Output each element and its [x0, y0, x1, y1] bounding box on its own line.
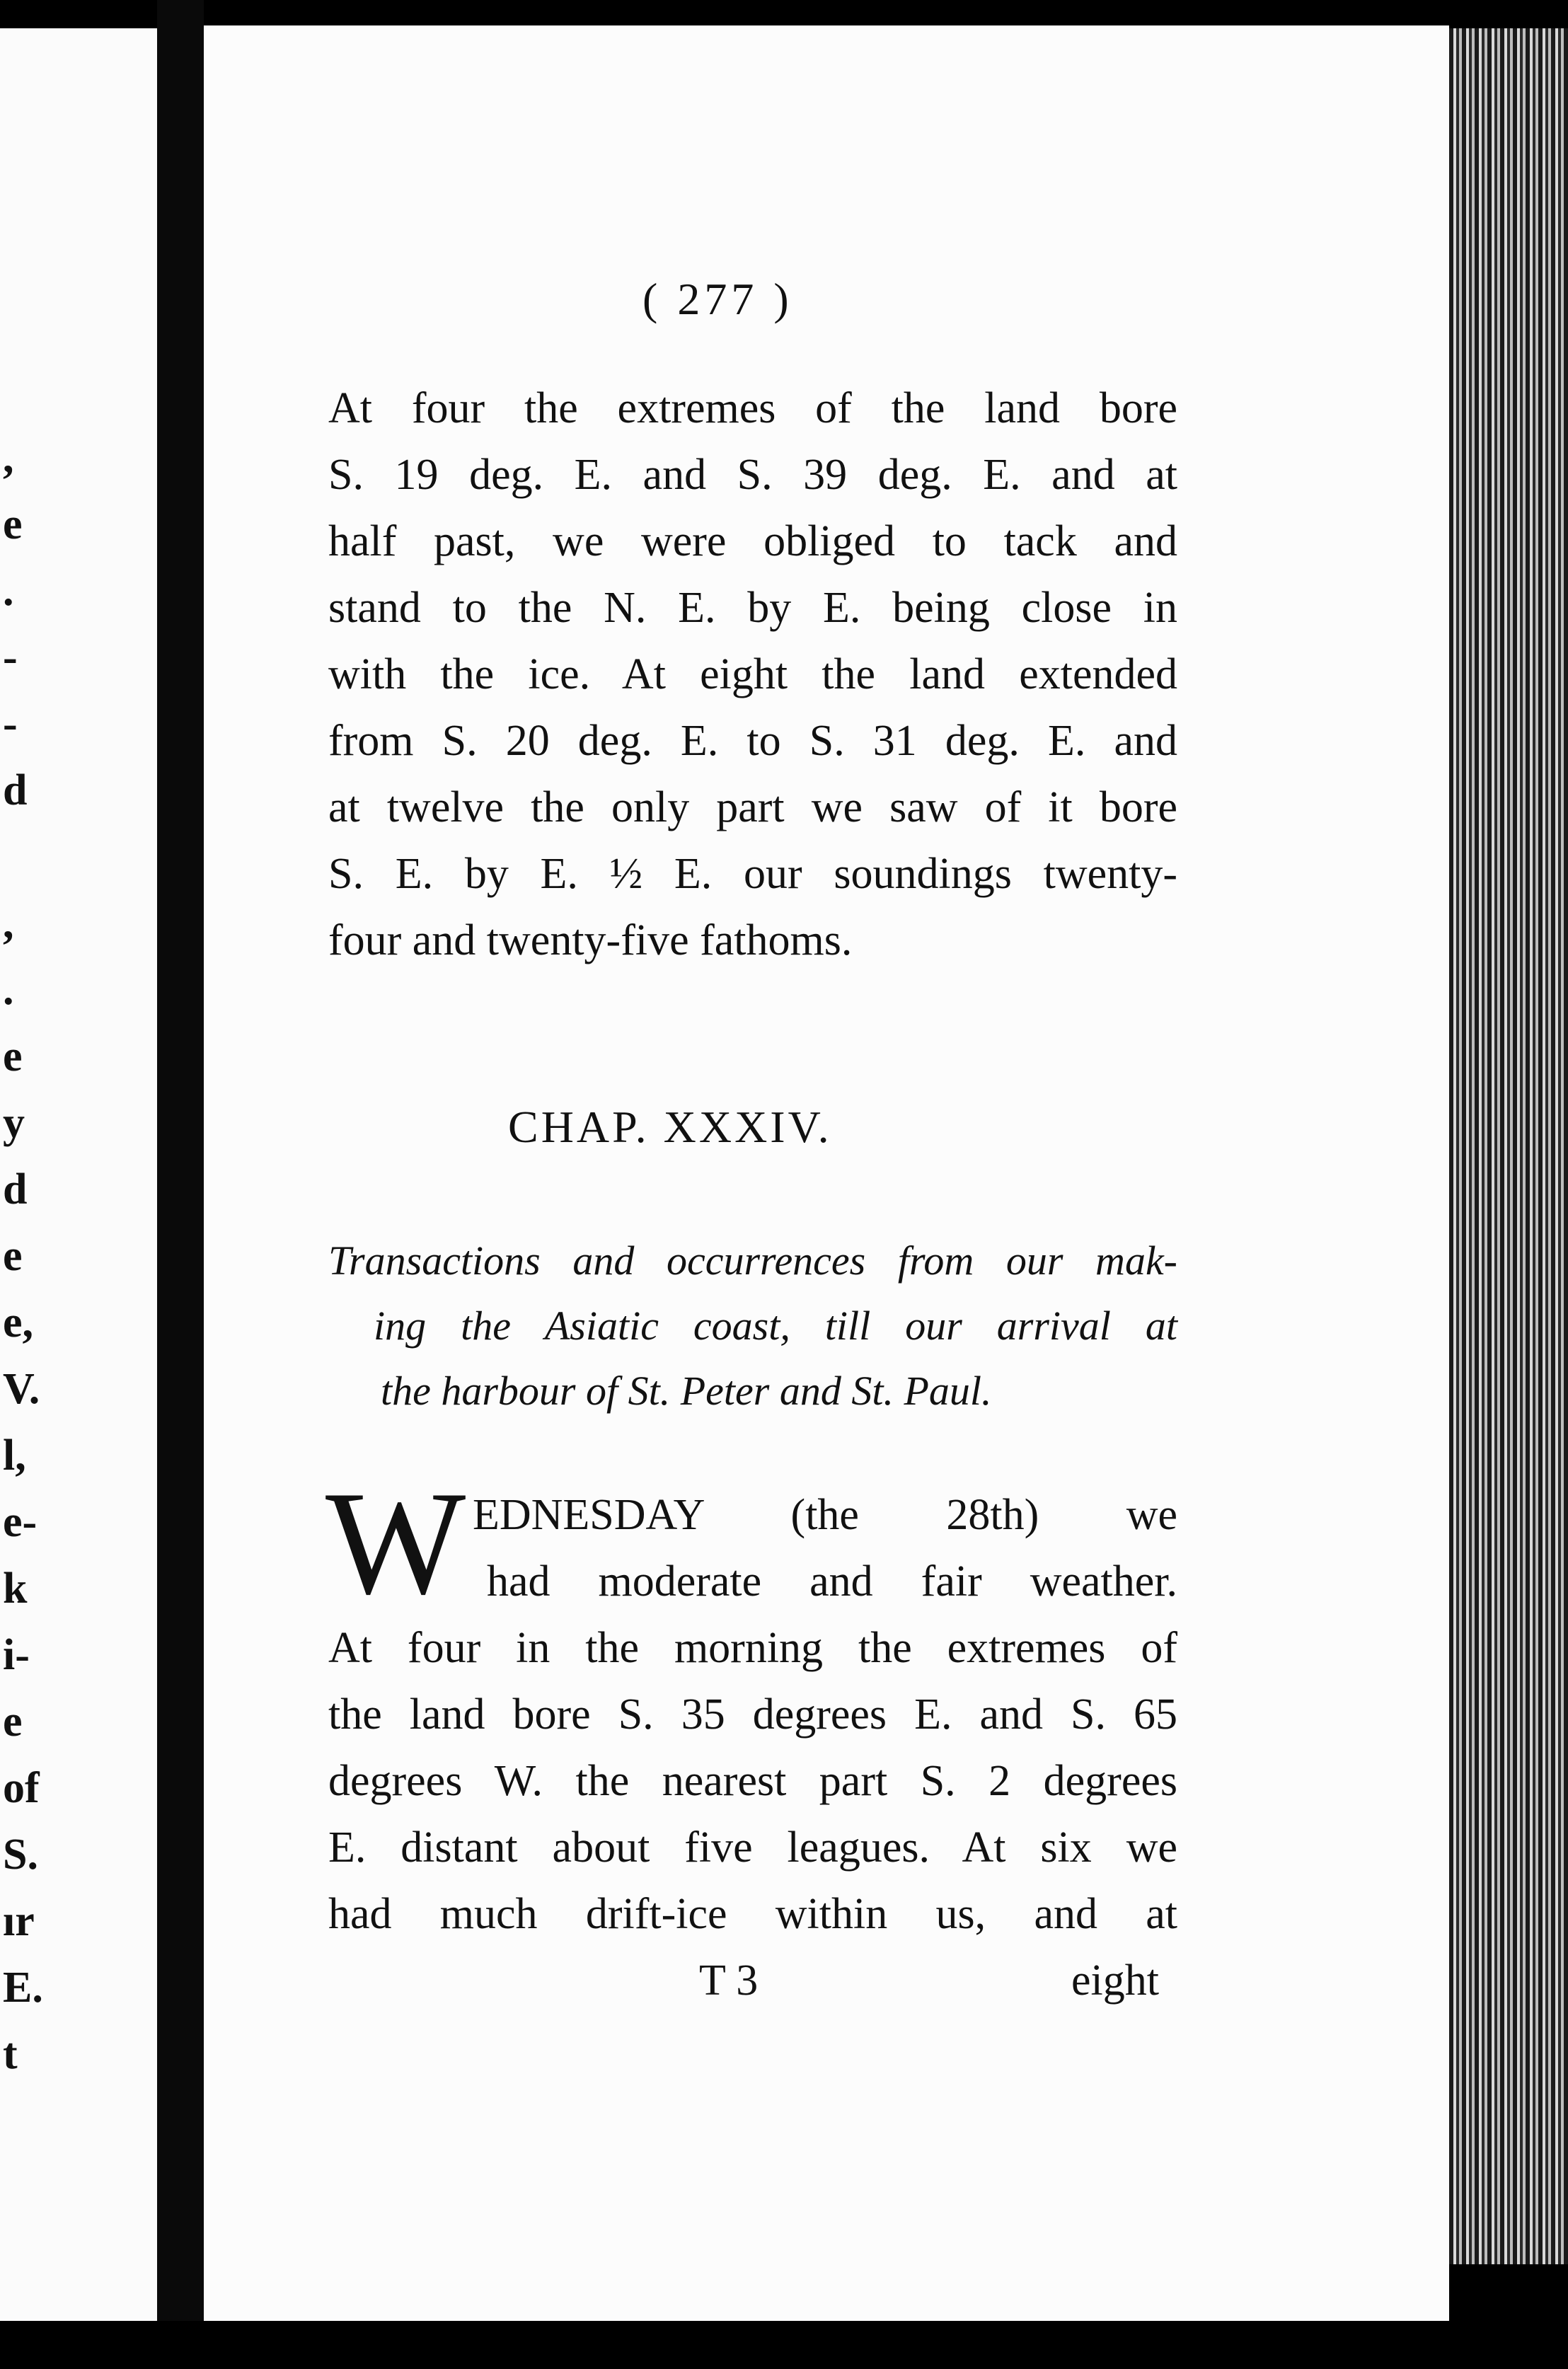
- drop-cap: W: [325, 1461, 466, 1625]
- edge-letter: ır: [3, 1897, 35, 1945]
- text-line: S. E. by E. ½ E. our soundings twenty-: [328, 850, 1177, 898]
- text-line: had much drift-ice within us, and at: [328, 1890, 1177, 1938]
- edge-letter: d: [3, 766, 28, 814]
- edge-letter: .: [3, 567, 14, 615]
- edge-letter: e: [3, 500, 23, 548]
- chapter-summary-line: the harbour of St. Peter and St. Paul.: [381, 1368, 992, 1414]
- chapter-heading: CHAP. XXXIV.: [508, 1102, 832, 1152]
- edge-letter: d: [3, 1165, 28, 1214]
- text-line: had moderate and fair weather.: [487, 1557, 1177, 1606]
- edge-letter: e: [3, 1698, 23, 1746]
- text-line: with the ice. At eight the land extended: [328, 650, 1177, 698]
- edge-letter: -: [3, 700, 18, 748]
- edge-letter: e-: [3, 1498, 38, 1546]
- text-line: the land bore S. 35 degrees E. and S. 65: [328, 1690, 1177, 1739]
- text-line: half past, we were obliged to tack and: [328, 517, 1177, 565]
- text-line: stand to the N. E. by E. being close in: [328, 584, 1177, 632]
- text-line: EDNESDAY (the 28th) we: [473, 1491, 1177, 1539]
- text-line: from S. 20 deg. E. to S. 31 deg. E. and: [328, 717, 1177, 765]
- page-number: ( 277 ): [642, 274, 793, 324]
- left-page-edge-letters: [3, 425, 43, 2087]
- edge-letter: t: [3, 2030, 18, 2078]
- book-gutter: [157, 0, 204, 2369]
- edge-letter: -: [3, 633, 18, 681]
- text-line: four and twenty-five fathoms.: [328, 916, 853, 964]
- text-line: at twelve the only part we saw of it bore: [328, 783, 1177, 831]
- text-line: At four the extremes of the land bore: [328, 384, 1177, 432]
- edge-letter: e,: [3, 1298, 34, 1347]
- edge-letter: e: [3, 1232, 23, 1280]
- right-page: [204, 25, 1449, 2321]
- text-line: At four in the morning the extremes of: [328, 1624, 1177, 1672]
- edge-letter: .: [3, 966, 14, 1014]
- edge-letter: S.: [3, 1831, 38, 1879]
- edge-letter: E.: [3, 1964, 43, 2012]
- edge-letter: y: [3, 1099, 25, 1147]
- page-block-edges: [1449, 28, 1568, 2264]
- edge-letter: e: [3, 1032, 23, 1080]
- edge-letter: k: [3, 1564, 28, 1613]
- chapter-summary-line: ing the Asiatic coast, till our arrival at: [374, 1303, 1177, 1349]
- signature-mark: T 3: [699, 1956, 759, 2005]
- text-line: E. distant about five leagues. At six we: [328, 1823, 1177, 1872]
- edge-letter: V.: [3, 1365, 40, 1413]
- edge-letter: ,: [3, 434, 14, 482]
- edge-letter: [3, 824, 31, 890]
- edge-letter: l,: [3, 1431, 26, 1480]
- text-line: S. 19 deg. E. and S. 39 deg. E. and at: [328, 451, 1177, 499]
- left-page-fragment: [0, 28, 157, 2369]
- edge-letter: ,: [3, 899, 14, 947]
- text-line: degrees W. the nearest part S. 2 degrees: [328, 1757, 1177, 1805]
- catchword: eight: [1071, 1956, 1159, 2005]
- chapter-summary-line: Transactions and occurrences from our mak-: [328, 1238, 1177, 1284]
- edge-letter: i-: [3, 1631, 30, 1679]
- scan-bottom-border: [0, 2321, 1568, 2369]
- edge-letter: of: [3, 1764, 40, 1812]
